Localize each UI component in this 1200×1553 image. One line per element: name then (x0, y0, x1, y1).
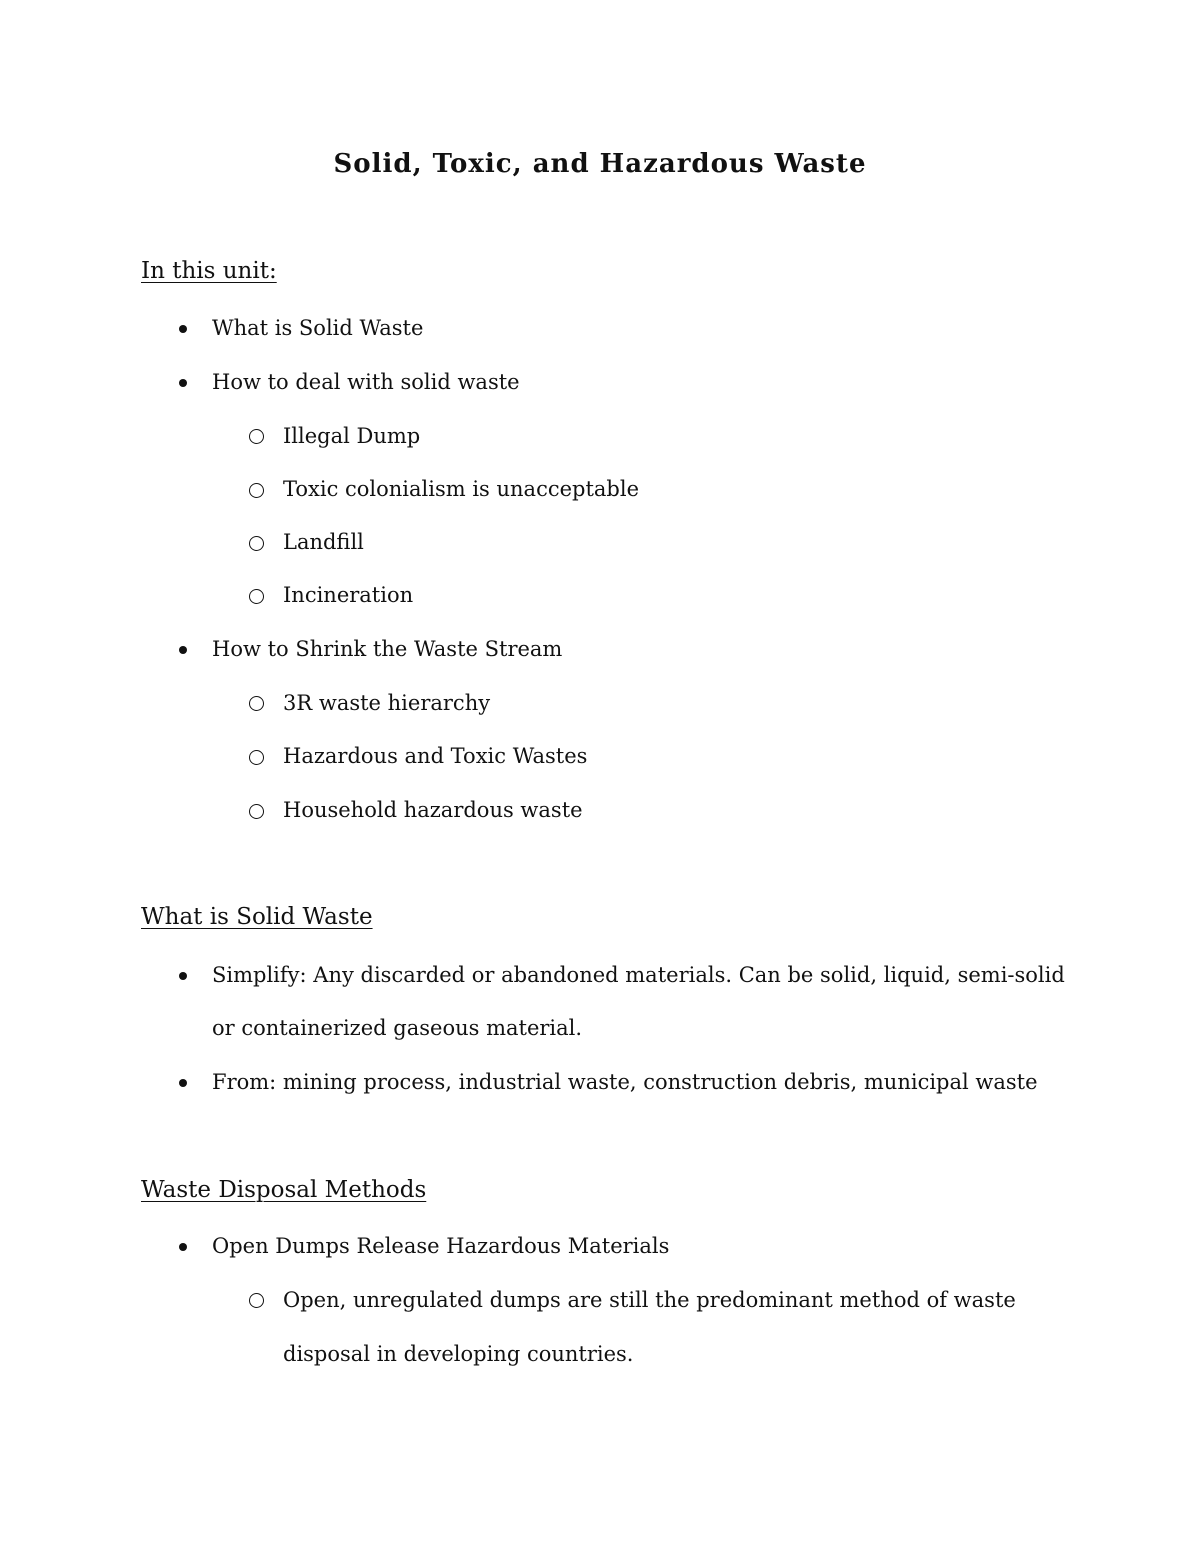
bullet-dot-icon (179, 646, 187, 654)
list-item-line: Simplify: Any discarded or abandoned materials. Can be solid, liquid, semi-solid (212, 963, 1065, 987)
document-title: Solid, Toxic, and Hazardous Waste (333, 149, 867, 179)
bullet-dot-icon (179, 1079, 187, 1087)
list-item: How to deal with solid waste (212, 370, 520, 394)
section-heading-what-is-solid-waste: What is Solid Waste (141, 904, 373, 930)
sub-list-item: 3R waste hierarchy (283, 691, 491, 715)
bullet-dot-icon (179, 325, 187, 333)
section-heading-in-this-unit: In this unit: (141, 258, 277, 284)
bullet-circle-icon (249, 536, 264, 551)
list-item: How to Shrink the Waste Stream (212, 637, 563, 661)
sub-list-item: Incineration (283, 583, 414, 607)
bullet-dot-icon (179, 379, 187, 387)
sub-list-item-line: disposal in developing countries. (283, 1342, 634, 1366)
bullet-circle-icon (249, 589, 264, 604)
sub-list-item-line: Open, unregulated dumps are still the predominant method of waste (283, 1288, 1016, 1312)
section-heading-waste-disposal-methods: Waste Disposal Methods (141, 1177, 427, 1203)
bullet-circle-icon (249, 1293, 264, 1308)
bullet-circle-icon (249, 750, 264, 765)
list-item-line: or containerized gaseous material. (212, 1016, 583, 1040)
list-item: Open Dumps Release Hazardous Materials (212, 1234, 670, 1258)
sub-list-item: Illegal Dump (283, 424, 421, 448)
sub-list-item: Household hazardous waste (283, 798, 583, 822)
sub-list-item: Toxic colonialism is unacceptable (283, 477, 640, 501)
bullet-circle-icon (249, 696, 264, 711)
sub-list-item: Hazardous and Toxic Wastes (283, 744, 588, 768)
bullet-circle-icon (249, 804, 264, 819)
bullet-circle-icon (249, 429, 264, 444)
bullet-circle-icon (249, 483, 264, 498)
sub-list-item: Landfill (283, 530, 364, 554)
list-item: What is Solid Waste (212, 316, 424, 340)
bullet-dot-icon (179, 972, 187, 980)
list-item: From: mining process, industrial waste, construction debris, municipal waste (212, 1070, 1038, 1094)
bullet-dot-icon (179, 1243, 187, 1251)
